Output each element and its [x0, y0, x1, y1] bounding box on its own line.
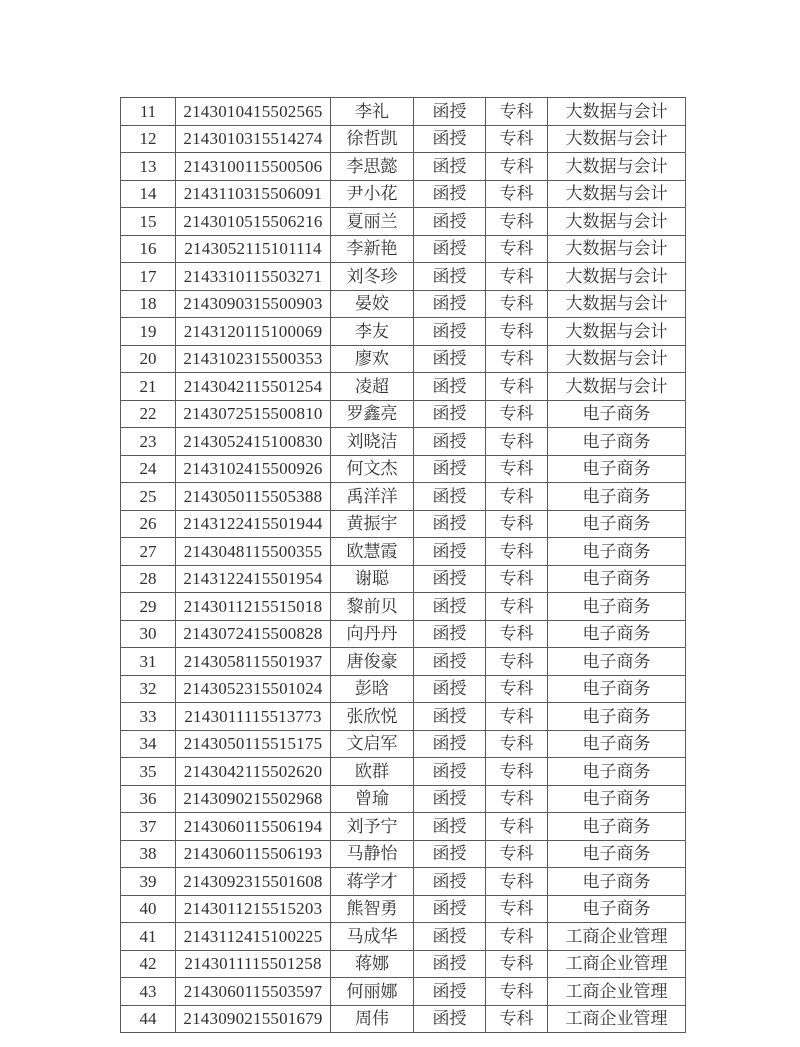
cell-candidate-id: 2143052315501024: [176, 675, 331, 703]
cell-level: 专科: [486, 923, 548, 951]
table-row: [121, 455, 686, 483]
cell-candidate-id: 2143072515500810: [176, 400, 331, 428]
cell-candidate-id: 2143010315514274: [176, 125, 331, 153]
cell-name: 凌超: [331, 373, 414, 401]
cell-major: 电子商务: [548, 400, 686, 428]
cell-major: 电子商务: [548, 620, 686, 648]
cell-candidate-id: 2143052415100830: [176, 428, 331, 456]
cell-level: 专科: [486, 98, 548, 126]
cell-name: 刘晓洁: [331, 428, 414, 456]
cell-candidate-id: 2143060115506193: [176, 840, 331, 868]
cell-level: 专科: [486, 235, 548, 263]
cell-level: 专科: [486, 455, 548, 483]
table-row: [121, 98, 686, 126]
cell-row-number: 25: [121, 483, 176, 511]
cell-name: 向丹丹: [331, 620, 414, 648]
cell-row-number: 41: [121, 923, 176, 951]
table-row: [121, 263, 686, 291]
cell-study-form: 函授: [414, 730, 486, 758]
cell-candidate-id: 2143060115506194: [176, 813, 331, 841]
cell-major: 大数据与会计: [548, 125, 686, 153]
cell-level: 专科: [486, 593, 548, 621]
cell-major: 大数据与会计: [548, 208, 686, 236]
cell-study-form: 函授: [414, 98, 486, 126]
table-row: [121, 428, 686, 456]
cell-candidate-id: 2143102415500926: [176, 455, 331, 483]
cell-name: 徐哲凯: [331, 125, 414, 153]
cell-name: 何丽娜: [331, 978, 414, 1006]
cell-major: 大数据与会计: [548, 373, 686, 401]
cell-row-number: 23: [121, 428, 176, 456]
cell-row-number: 22: [121, 400, 176, 428]
table-row: [121, 840, 686, 868]
cell-row-number: 16: [121, 235, 176, 263]
student-roster-table: [120, 97, 686, 1033]
cell-study-form: 函授: [414, 208, 486, 236]
cell-level: 专科: [486, 263, 548, 291]
cell-row-number: 20: [121, 345, 176, 373]
cell-level: 专科: [486, 703, 548, 731]
table-row: [121, 950, 686, 978]
cell-candidate-id: 2143058115501937: [176, 648, 331, 676]
cell-level: 专科: [486, 153, 548, 181]
cell-row-number: 39: [121, 868, 176, 896]
cell-name: 熊智勇: [331, 895, 414, 923]
cell-name: 刘予宁: [331, 813, 414, 841]
cell-name: 罗鑫亮: [331, 400, 414, 428]
cell-name: 曾瑜: [331, 785, 414, 813]
cell-study-form: 函授: [414, 125, 486, 153]
cell-study-form: 函授: [414, 758, 486, 786]
table-row: [121, 235, 686, 263]
cell-row-number: 32: [121, 675, 176, 703]
cell-major: 工商企业管理: [548, 923, 686, 951]
table-row: [121, 510, 686, 538]
cell-level: 专科: [486, 648, 548, 676]
table-row: [121, 180, 686, 208]
cell-level: 专科: [486, 180, 548, 208]
cell-study-form: 函授: [414, 923, 486, 951]
cell-study-form: 函授: [414, 180, 486, 208]
cell-row-number: 19: [121, 318, 176, 346]
cell-major: 电子商务: [548, 648, 686, 676]
cell-study-form: 函授: [414, 895, 486, 923]
table-row: [121, 758, 686, 786]
cell-major: 大数据与会计: [548, 153, 686, 181]
table-row: [121, 813, 686, 841]
cell-candidate-id: 2143011215515203: [176, 895, 331, 923]
cell-row-number: 31: [121, 648, 176, 676]
cell-candidate-id: 2143010515506216: [176, 208, 331, 236]
cell-major: 大数据与会计: [548, 98, 686, 126]
cell-row-number: 21: [121, 373, 176, 401]
cell-level: 专科: [486, 510, 548, 538]
cell-study-form: 函授: [414, 235, 486, 263]
cell-candidate-id: 2143122415501944: [176, 510, 331, 538]
cell-row-number: 12: [121, 125, 176, 153]
cell-major: 电子商务: [548, 785, 686, 813]
cell-candidate-id: 2143092315501608: [176, 868, 331, 896]
cell-candidate-id: 2143090315500903: [176, 290, 331, 318]
cell-row-number: 14: [121, 180, 176, 208]
cell-row-number: 43: [121, 978, 176, 1006]
cell-level: 专科: [486, 318, 548, 346]
cell-study-form: 函授: [414, 620, 486, 648]
cell-name: 尹小花: [331, 180, 414, 208]
table-row: [121, 318, 686, 346]
cell-name: 唐俊豪: [331, 648, 414, 676]
table-row: [121, 978, 686, 1006]
cell-level: 专科: [486, 538, 548, 566]
table-row: [121, 153, 686, 181]
cell-study-form: 函授: [414, 400, 486, 428]
cell-candidate-id: 2143011115513773: [176, 703, 331, 731]
cell-level: 专科: [486, 345, 548, 373]
cell-major: 电子商务: [548, 483, 686, 511]
cell-level: 专科: [486, 950, 548, 978]
cell-candidate-id: 2143122415501954: [176, 565, 331, 593]
cell-major: 电子商务: [548, 538, 686, 566]
cell-name: 张欣悦: [331, 703, 414, 731]
cell-major: 电子商务: [548, 455, 686, 483]
cell-level: 专科: [486, 208, 548, 236]
cell-candidate-id: 2143110315506091: [176, 180, 331, 208]
cell-name: 李礼: [331, 98, 414, 126]
cell-name: 禹洋洋: [331, 483, 414, 511]
cell-name: 何文杰: [331, 455, 414, 483]
cell-level: 专科: [486, 620, 548, 648]
cell-study-form: 函授: [414, 703, 486, 731]
cell-candidate-id: 2143090215501679: [176, 1005, 331, 1033]
cell-study-form: 函授: [414, 648, 486, 676]
cell-major: 电子商务: [548, 675, 686, 703]
cell-candidate-id: 2143011215515018: [176, 593, 331, 621]
cell-name: 李友: [331, 318, 414, 346]
cell-row-number: 29: [121, 593, 176, 621]
cell-major: 大数据与会计: [548, 263, 686, 291]
cell-row-number: 36: [121, 785, 176, 813]
table-row: [121, 125, 686, 153]
cell-study-form: 函授: [414, 538, 486, 566]
cell-candidate-id: 2143048115500355: [176, 538, 331, 566]
cell-major: 电子商务: [548, 813, 686, 841]
cell-study-form: 函授: [414, 153, 486, 181]
cell-row-number: 33: [121, 703, 176, 731]
cell-row-number: 30: [121, 620, 176, 648]
cell-level: 专科: [486, 978, 548, 1006]
cell-study-form: 函授: [414, 510, 486, 538]
cell-candidate-id: 2143100115500506: [176, 153, 331, 181]
cell-major: 电子商务: [548, 565, 686, 593]
cell-row-number: 35: [121, 758, 176, 786]
cell-major: 大数据与会计: [548, 318, 686, 346]
cell-name: 蒋娜: [331, 950, 414, 978]
cell-row-number: 44: [121, 1005, 176, 1033]
cell-level: 专科: [486, 785, 548, 813]
cell-study-form: 函授: [414, 318, 486, 346]
cell-row-number: 15: [121, 208, 176, 236]
cell-candidate-id: 2143042115501254: [176, 373, 331, 401]
cell-row-number: 17: [121, 263, 176, 291]
cell-name: 周伟: [331, 1005, 414, 1033]
cell-candidate-id: 2143052115101114: [176, 235, 331, 263]
cell-study-form: 函授: [414, 428, 486, 456]
cell-study-form: 函授: [414, 290, 486, 318]
table-row: [121, 895, 686, 923]
cell-candidate-id: 2143050115515175: [176, 730, 331, 758]
cell-level: 专科: [486, 868, 548, 896]
table-row: [121, 675, 686, 703]
cell-row-number: 24: [121, 455, 176, 483]
cell-candidate-id: 2143072415500828: [176, 620, 331, 648]
table-row: [121, 648, 686, 676]
cell-study-form: 函授: [414, 785, 486, 813]
cell-level: 专科: [486, 400, 548, 428]
cell-level: 专科: [486, 565, 548, 593]
cell-level: 专科: [486, 813, 548, 841]
cell-major: 电子商务: [548, 428, 686, 456]
cell-level: 专科: [486, 290, 548, 318]
cell-level: 专科: [486, 373, 548, 401]
table-row: [121, 373, 686, 401]
cell-study-form: 函授: [414, 813, 486, 841]
cell-row-number: 27: [121, 538, 176, 566]
cell-level: 专科: [486, 730, 548, 758]
cell-level: 专科: [486, 758, 548, 786]
cell-row-number: 38: [121, 840, 176, 868]
table-row: [121, 290, 686, 318]
cell-major: 电子商务: [548, 730, 686, 758]
cell-candidate-id: 2143090215502968: [176, 785, 331, 813]
cell-name: 晏姣: [331, 290, 414, 318]
cell-row-number: 26: [121, 510, 176, 538]
table-row: [121, 730, 686, 758]
cell-study-form: 函授: [414, 593, 486, 621]
cell-row-number: 42: [121, 950, 176, 978]
cell-candidate-id: 2143060115503597: [176, 978, 331, 1006]
cell-name: 马成华: [331, 923, 414, 951]
cell-name: 蒋学才: [331, 868, 414, 896]
cell-major: 工商企业管理: [548, 950, 686, 978]
cell-row-number: 18: [121, 290, 176, 318]
cell-row-number: 11: [121, 98, 176, 126]
cell-major: 大数据与会计: [548, 290, 686, 318]
table-row: [121, 703, 686, 731]
cell-major: 大数据与会计: [548, 235, 686, 263]
table-row: [121, 593, 686, 621]
cell-row-number: 37: [121, 813, 176, 841]
cell-major: 电子商务: [548, 703, 686, 731]
cell-level: 专科: [486, 428, 548, 456]
cell-name: 廖欢: [331, 345, 414, 373]
cell-level: 专科: [486, 125, 548, 153]
table-row: [121, 345, 686, 373]
cell-major: 电子商务: [548, 895, 686, 923]
cell-candidate-id: 2143112415100225: [176, 923, 331, 951]
cell-name: 刘冬珍: [331, 263, 414, 291]
table-row: [121, 483, 686, 511]
table-row: [121, 1005, 686, 1033]
cell-level: 专科: [486, 1005, 548, 1033]
cell-major: 大数据与会计: [548, 180, 686, 208]
cell-candidate-id: 2143010415502565: [176, 98, 331, 126]
cell-candidate-id: 2143102315500353: [176, 345, 331, 373]
cell-study-form: 函授: [414, 263, 486, 291]
cell-name: 黎前贝: [331, 593, 414, 621]
cell-major: 电子商务: [548, 510, 686, 538]
cell-name: 马静怡: [331, 840, 414, 868]
cell-study-form: 函授: [414, 840, 486, 868]
table-row: [121, 620, 686, 648]
cell-study-form: 函授: [414, 868, 486, 896]
cell-study-form: 函授: [414, 950, 486, 978]
cell-study-form: 函授: [414, 675, 486, 703]
cell-level: 专科: [486, 675, 548, 703]
cell-row-number: 28: [121, 565, 176, 593]
cell-major: 大数据与会计: [548, 345, 686, 373]
cell-study-form: 函授: [414, 345, 486, 373]
cell-name: 李思懿: [331, 153, 414, 181]
cell-name: 李新艳: [331, 235, 414, 263]
cell-name: 欧慧霞: [331, 538, 414, 566]
table-row: [121, 538, 686, 566]
cell-level: 专科: [486, 840, 548, 868]
cell-candidate-id: 2143050115505388: [176, 483, 331, 511]
cell-major: 电子商务: [548, 840, 686, 868]
cell-major: 工商企业管理: [548, 978, 686, 1006]
cell-name: 谢聪: [331, 565, 414, 593]
table-row: [121, 785, 686, 813]
cell-study-form: 函授: [414, 455, 486, 483]
cell-candidate-id: 2143310115503271: [176, 263, 331, 291]
cell-row-number: 40: [121, 895, 176, 923]
cell-name: 彭晗: [331, 675, 414, 703]
cell-level: 专科: [486, 483, 548, 511]
cell-name: 黄振宇: [331, 510, 414, 538]
cell-row-number: 13: [121, 153, 176, 181]
cell-candidate-id: 2143042115502620: [176, 758, 331, 786]
table-body: [121, 98, 686, 1033]
table-row: [121, 923, 686, 951]
table-row: [121, 400, 686, 428]
cell-major: 电子商务: [548, 868, 686, 896]
cell-study-form: 函授: [414, 373, 486, 401]
cell-name: 夏丽兰: [331, 208, 414, 236]
cell-study-form: 函授: [414, 1005, 486, 1033]
cell-name: 欧群: [331, 758, 414, 786]
cell-major: 电子商务: [548, 593, 686, 621]
cell-study-form: 函授: [414, 565, 486, 593]
cell-study-form: 函授: [414, 483, 486, 511]
cell-row-number: 34: [121, 730, 176, 758]
cell-level: 专科: [486, 895, 548, 923]
cell-major: 电子商务: [548, 758, 686, 786]
cell-candidate-id: 2143120115100069: [176, 318, 331, 346]
cell-name: 文启军: [331, 730, 414, 758]
cell-study-form: 函授: [414, 978, 486, 1006]
cell-candidate-id: 2143011115501258: [176, 950, 331, 978]
table-row: [121, 565, 686, 593]
table-row: [121, 868, 686, 896]
cell-major: 工商企业管理: [548, 1005, 686, 1033]
table-row: [121, 208, 686, 236]
